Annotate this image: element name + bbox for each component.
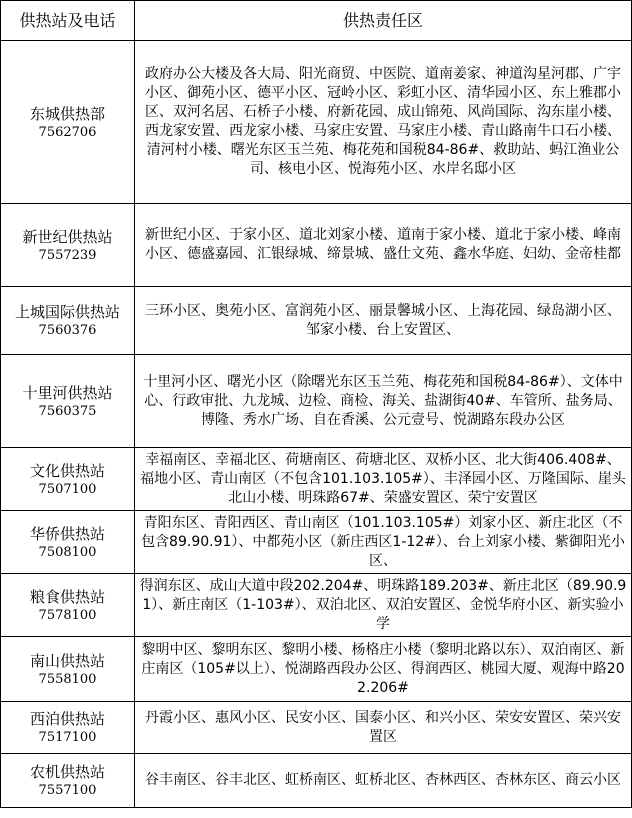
- station-phone: 7517100: [38, 730, 97, 745]
- station-phone: 7578100: [38, 607, 97, 623]
- area-cell: 丹霞小区、惠风小区、民安小区、国泰小区、和兴小区、荣安安置区、荣兴安置区: [135, 702, 632, 754]
- station-cell: [1, 702, 135, 754]
- table-row: [1, 574, 632, 637]
- station-cell: [1, 637, 135, 702]
- station-cell: [1, 41, 135, 204]
- table-row: [1, 511, 632, 574]
- station-phone: 7558100: [38, 671, 97, 687]
- station-name: 新世纪供热站: [22, 227, 113, 246]
- station-phone: 7560376: [38, 323, 97, 338]
- station-phone: 7508100: [38, 544, 97, 560]
- station-name: 文化供热站: [29, 461, 105, 480]
- station-cell: [1, 355, 135, 448]
- area-cell: 黎明中区、黎明东区、黎明小楼、杨格庄小楼（黎明北路以东）、双泊南区、新庄南区（105#以上）、悦湖路西段办公区、得润西区、桃园大厦、观海中路202.206#: [135, 637, 632, 702]
- area-cell: 三环小区、奥苑小区、富润苑小区、丽景馨城小区、上海花园、绿岛湖小区、邹家小楼、台上安置区、: [135, 287, 632, 355]
- station-name: 东城供热部: [29, 104, 105, 123]
- station-phone: 7557100: [38, 783, 97, 798]
- station-cell: [1, 511, 135, 574]
- station-name: 华侨供热站: [29, 524, 105, 543]
- area-cell: 十里河小区、曙光小区（除曙光东区玉兰苑、梅花苑和国税84-86#）、文体中心、行政审批、九龙城、边检、商检、海关、盐湖街40#、车管所、盐务局、博隆、秀水广场、自在香溪、公元壹号、悦湖路东段办公区: [135, 355, 632, 448]
- station-cell: [1, 204, 135, 287]
- station-phone: 7557239: [38, 247, 97, 263]
- station-cell: [1, 754, 135, 808]
- table-header-row: [1, 1, 632, 41]
- area-cell: 新世纪小区、于家小区、道北刘家小楼、道南于家小楼、道北于家小楼、峰南小区、德盛嘉园、汇银绿城、缔景城、盛仕文苑、鑫水华庭、妇幼、金帝桂都: [135, 204, 632, 287]
- header-station: 供热站及电话: [1, 1, 135, 41]
- station-name: 南山供热站: [29, 651, 105, 670]
- station-cell: [1, 574, 135, 637]
- station-name: 上城国际供热站: [14, 303, 120, 321]
- station-phone: 7560375: [38, 403, 97, 419]
- table-row: [1, 702, 632, 754]
- table-row: [1, 287, 632, 355]
- area-cell: 青阳东区、青阳西区、青山南区（101.103.105#）刘家小区、新庄北区（不包含89.90.91）、中都苑小区（新庄西区1-12#）、台上刘家小楼、紫御阳光小区、: [135, 511, 632, 574]
- table-row: [1, 41, 632, 204]
- station-name: 十里河供热站: [22, 383, 113, 402]
- station-cell: [1, 448, 135, 511]
- table-row: [1, 355, 632, 448]
- table-row: [1, 448, 632, 511]
- area-cell: 幸福南区、幸福北区、荷塘南区、荷塘北区、双桥小区、北大街406.408#、福地小区、青山南区（不包含101.103.105#）、丰泽园小区、万隆国际、崖头北山小楼、明珠路67#、荣盛安置区、荣宁安置区: [135, 448, 632, 511]
- area-cell: 政府办公大楼及各大局、阳光商贸、中医院、道南姜家、神道沟星河郡、广宇小区、御苑小区、德平小区、冠岭小区、彩虹小区、清华园小区、东上雅郡小区、双河名居、石桥子小楼、府新花园、成山锦苑、风尚国际、沟东崖小楼、西龙家安置、西龙家小楼、马家庄安置、马家庄小楼、青山路南牛口石小楼、清河村小楼、曙光东区玉兰苑、梅花苑和国税84-86#、救助站、蚂江渔业公司、核电小区、悦海苑小区、水岸名邸小区: [135, 41, 632, 204]
- station-phone: 7562706: [38, 124, 97, 140]
- table-row: [1, 637, 632, 702]
- station-cell: [1, 287, 135, 355]
- station-name: 西泊供热站: [29, 710, 105, 728]
- station-name: 粮食供热站: [29, 587, 105, 606]
- table-row: [1, 754, 632, 808]
- station-phone: 7507100: [38, 481, 97, 497]
- header-area: 供热责任区: [135, 1, 632, 41]
- table-row: [1, 204, 632, 287]
- station-name: 农机供热站: [29, 763, 105, 781]
- area-cell: 谷丰南区、谷丰北区、虹桥南区、虹桥北区、杏林西区、杏林东区、商云小区: [135, 754, 632, 808]
- area-cell: 得润东区、成山大道中段202.204#、明珠路189.203#、新庄北区（89.90.91）、新庄南区（1-103#）、双泊北区、双泊安置区、金悦华府小区、新实验小学: [135, 574, 632, 637]
